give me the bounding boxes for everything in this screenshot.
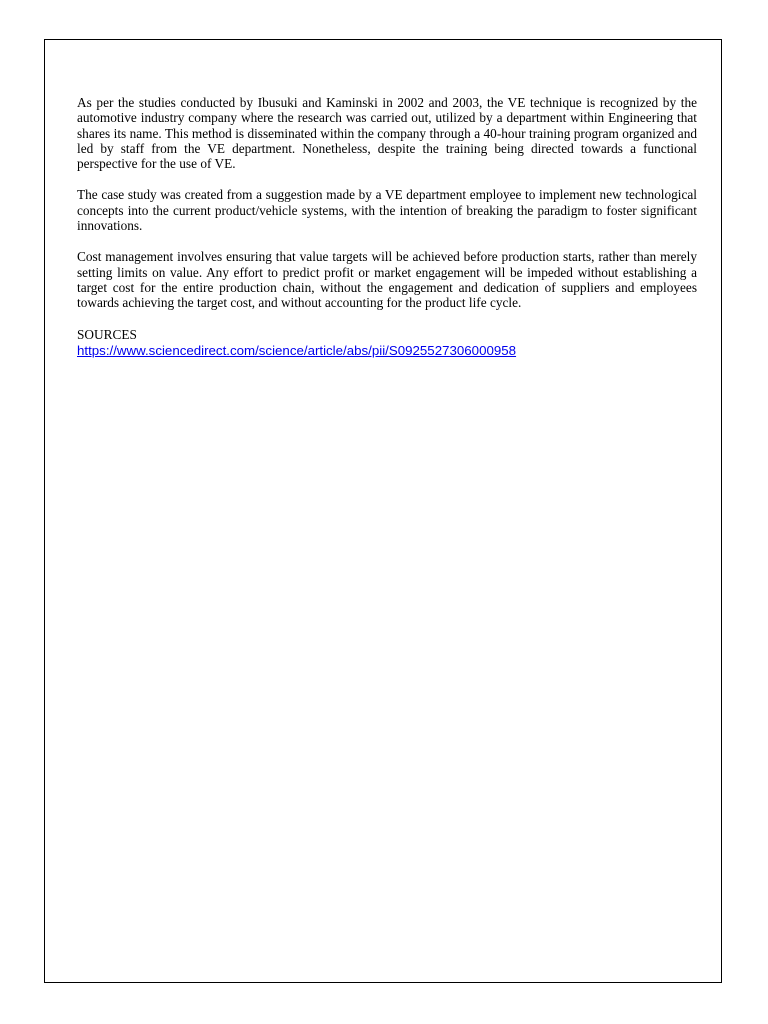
sources-heading: SOURCES: [77, 326, 137, 342]
paragraph-cost-management: Cost management involves ensuring that value targets will be achieved before production starts, rather than merely setting limits on value. Any effort to predict profit or market engagement will be impeded without establishing a target cost for the entire production chain, without the engagement and dedication of suppliers and employees towards achieving the target cost, and without accounting for the product life cycle.: [77, 249, 697, 311]
source-link[interactable]: https://www.sciencedirect.com/science/article/abs/pii/S0925527306000958: [77, 342, 517, 358]
paragraph-ve-studies: As per the studies conducted by Ibusuki and Kaminski in 2002 and 2003, the VE technique is recognized by the automotive industry company where the research was carried out, utilized by a department within Engineering that shares its name. This method is disseminated within the company through a 40-hour training program organized and led by staff from the VE department. Nonetheless, despite the training being directed towards a functional perspective for the use of VE.: [77, 95, 697, 172]
paragraph-case-study: The case study was created from a suggestion made by a VE department employee to implement new technological concepts into the current product/vehicle systems, with the intention of breaking the paradigm to foster significant innovations.: [77, 187, 697, 234]
document-body: [77, 95, 697, 358]
